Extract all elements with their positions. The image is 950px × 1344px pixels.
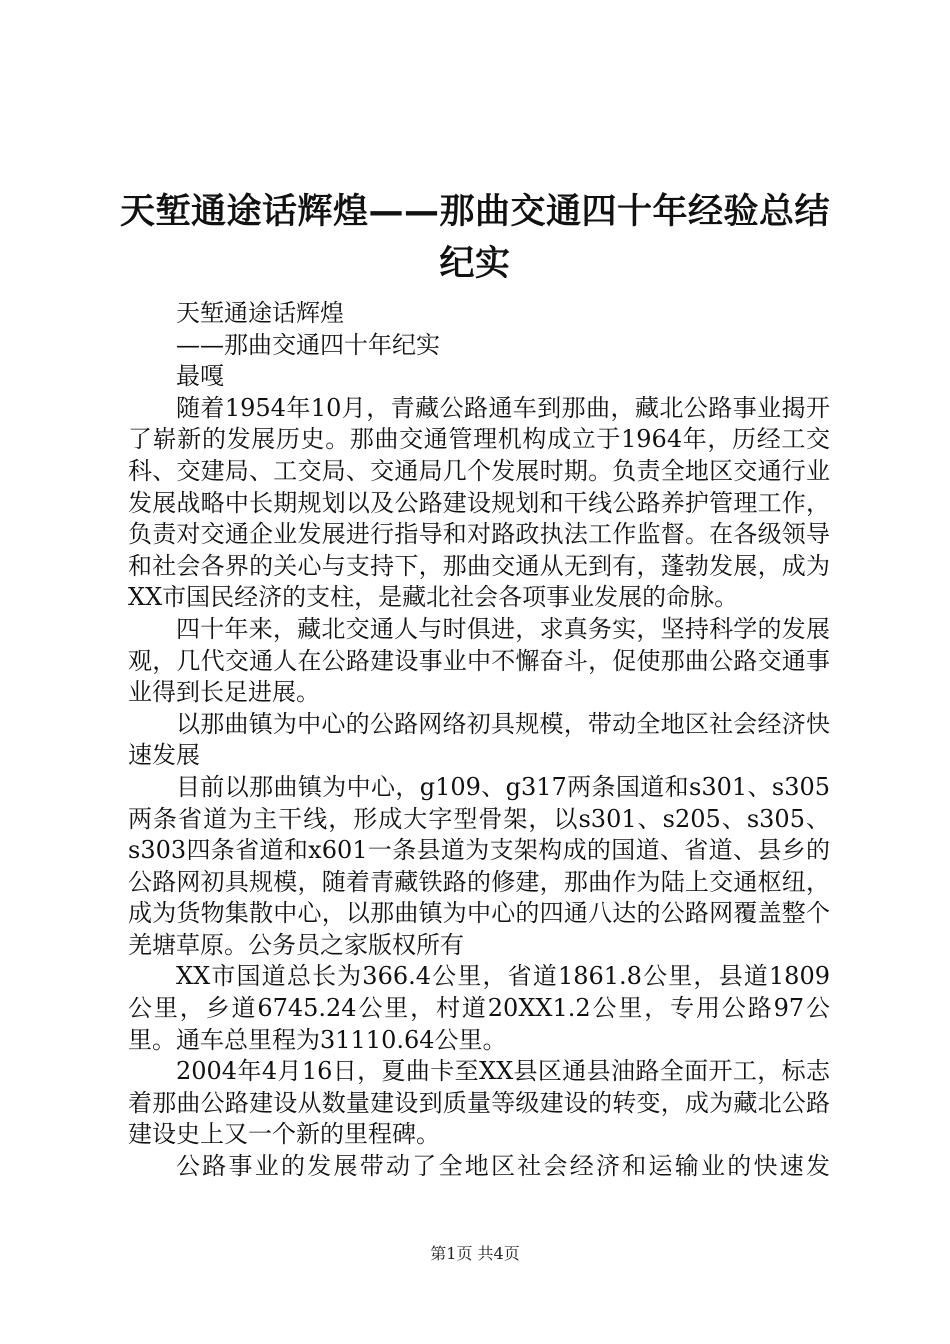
paragraph: XX市国道总长为366.4公里，省道1861.8公里，县道1809公里，乡道6745.24公里，村道20XX1.2公里，专用公路97公里。通车总里程为31110.64公里。 (128, 962, 830, 1054)
paragraph-subtitle: 天堑通途话辉煌 (176, 299, 344, 327)
paragraph: 公路事业的发展带动了全地区社会经济和运输业的快速发 (176, 1152, 830, 1181)
paragraph-heading: 以那曲镇为中心的公路网络初具规模，带动全地区社会经济快速发展 (128, 709, 830, 770)
paragraph: 2004年4月16日，夏曲卡至XX县区通县油路全面开工，标志着那曲公路建设从数量建设到质量等级建设的转变，成为藏北公路建设史上又一个新的里程碑。 (128, 1057, 830, 1149)
paragraph: 随着1954年10月，青藏公路通车到那曲，藏北公路事业揭开了崭新的发展历史。那曲交通管理机构成立于1964年，历经工交科、交建局、工交局、交通局几个发展时期。负责全地区交通行业发展战略中长期规划以及公路建设规划和干线公路养护管理工作，负责对交通企业发展进行指导和对路政执法工作监督。在各级领导和社会各界的关心与支持下，那曲交通从无到有，蓬勃发展，成为XX市国民经济的支柱，是藏北社会各项事业发展的命脉。 (128, 393, 830, 612)
paragraph: 四十年来，藏北交通人与时俱进，求真务实，坚持科学的发展观，几代交通人在公路建设事业中不懈奋斗，促使那曲公路交通事业得到长足进展。 (128, 614, 830, 707)
paragraph: 目前以那曲镇为中心，g109、g317两条国道和s301、s305两条省道为主干线，形成大字型骨架，以s301、s205、s305、s303四条省道和x601一条县道为支架构成的国道、省道、县乡的公路网初具规模，随着青藏铁路的修建，那曲作为陆上交通枢纽，成为货物集散中心，以那曲镇为中心的四通八达的公路网覆盖整个羌塘草原。公务员之家版权所有 (128, 772, 830, 959)
document-body (128, 298, 830, 1183)
paragraph-subtitle-dash: ——那曲交通四十年纪实 (176, 330, 440, 359)
paragraph-author: 最嘎 (176, 362, 224, 391)
document-title: 天堑通途话辉煌——那曲交通四十年经验总结纪实 (119, 192, 830, 284)
page-footer: 第1页 共4页 (430, 1244, 520, 1263)
